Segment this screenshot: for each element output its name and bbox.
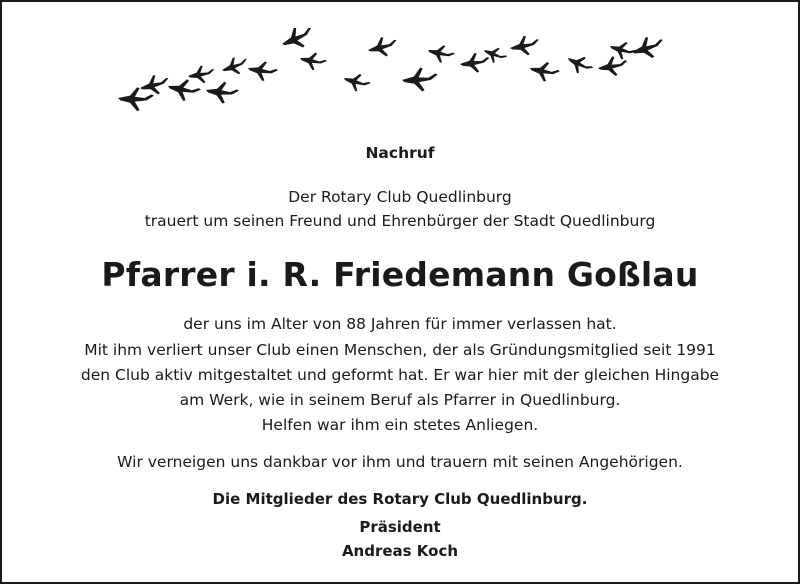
intro-line-2: trauert um seinen Freund und Ehrenbürger der Stadt Quedlinburg [144, 212, 656, 230]
signature-role: Präsident [359, 518, 441, 536]
signature-person: Andreas Koch [341, 542, 459, 560]
body-line-4: am Werk, wie in seinem Beruf als Pfarrer in Quedlinburg. [179, 391, 621, 409]
intro-line-1: Der Rotary Club Quedlinburg [288, 188, 512, 206]
signature-members: Die Mitglieder des Rotary Club Quedlinburg. [212, 490, 588, 508]
body-line-2: Mit ihm verliert unser Club einen Menschen, der als Gründungsmitglied seit 1991 [84, 341, 716, 359]
body-line-3: den Club aktiv mitgestaltet und geformt hat. Er war hier mit der gleichen Hingabe [80, 366, 720, 384]
notice-heading: Nachruf [365, 144, 435, 162]
body-line-1: der uns im Alter von 88 Jahren für immer verlassen hat. [183, 315, 617, 333]
closing-line: Wir verneigen uns dankbar vor ihm und trauern mit seinen Angehörigen. [117, 453, 683, 471]
deceased-name: Pfarrer i. R. Friedemann Goßlau [101, 255, 699, 294]
body-line-5: Helfen war ihm ein stetes Anliegen. [261, 416, 539, 434]
flying-cranes-icon [110, 28, 670, 112]
